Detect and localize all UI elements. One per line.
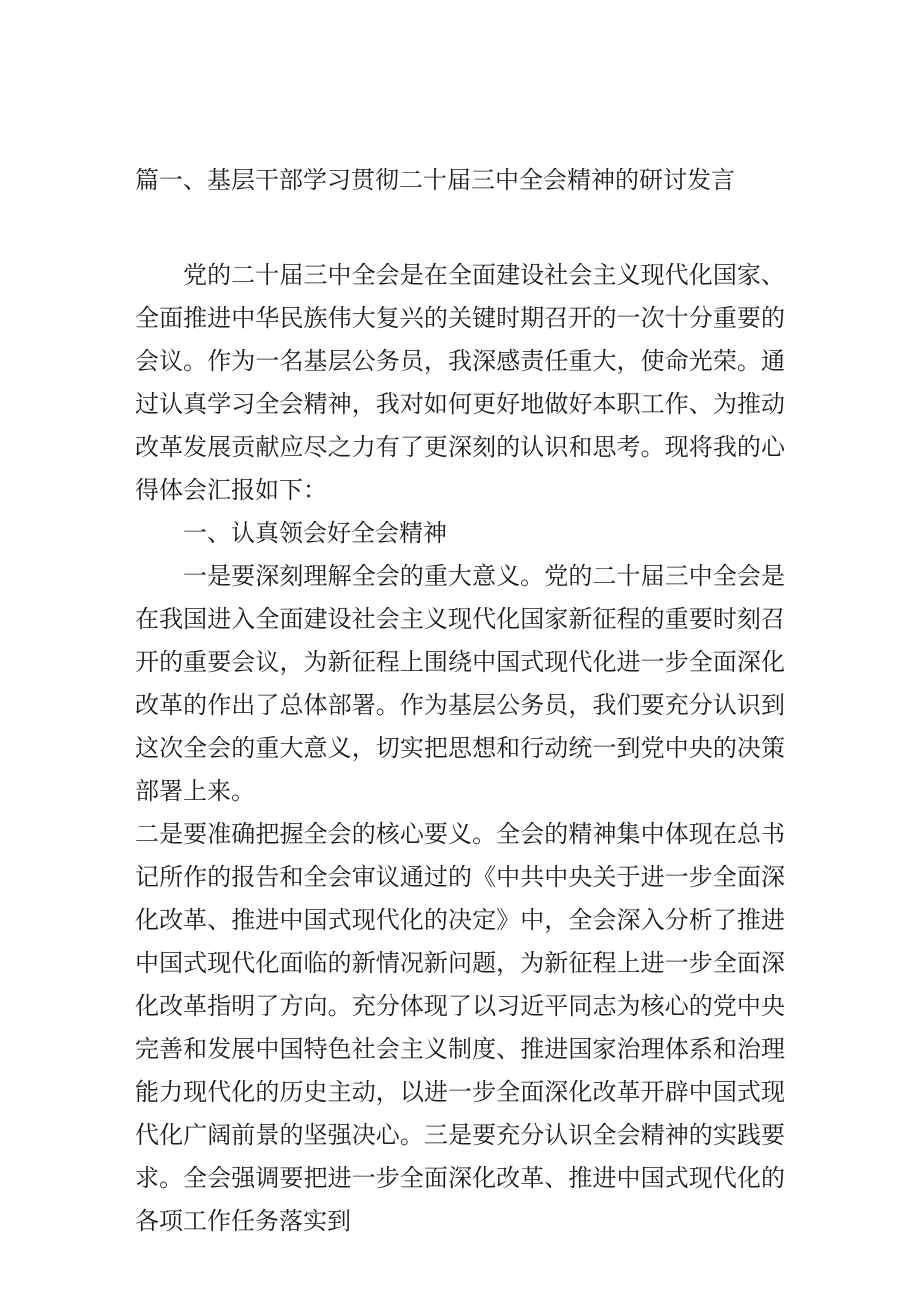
intro-paragraph: 党的二十届三中全会是在全面建设社会主义现代化国家、全面推进中华民族伟大复兴的关键时期召开的一次十分重要的会议。作为一名基层公务员，我深感责任重大，使命光荣。通过认真学习全会精神，我对如何更好地做好本职工作、为推动改革发展贡献应尽之力有了更深刻的认识和思考。现将我的心得体会汇报如下： xyxy=(135,261,785,504)
section-heading: 一、认真领会好全会精神 xyxy=(183,519,447,547)
document-title: 篇一、基层干部学习贯彻二十届三中全会精神的研讨发言 xyxy=(135,166,735,194)
section-paragraph-continued: 二是要准确把握全会的核心要义。全会的精神集中体现在总书记所作的报告和全会审议通过的《中共中央关于进一步全面深化改革、推进中国式现代化的决定》中，全会深入分析了推进中国式现代化面临的新情况新问题，为新征程上进一步全面深化改革指明了方向。充分体现了以习近平同志为核心的党中央完善和发展中国特色社会主义制度、推进国家治理体系和治理能力现代化的历史主动，以进一步全面深化改革开辟中国式现代化广阔前景的坚强决心。三是要充分认识全会精神的实践要求。全会强调要把进一步全面深化改革、推进中国式现代化的各项工作任务落实到 xyxy=(135,820,785,1235)
document-body xyxy=(135,254,785,1243)
section-paragraph: 一是要深刻理解全会的重大意义。党的二十届三中全会是在我国进入全面建设社会主义现代化国家新征程的重要时刻召开的重要会议，为新征程上围绕中国式现代化进一步全面深化改革的作出了总体部署。作为基层公务员，我们要充分认识到这次全会的重大意义，切实把思想和行动统一到党中央的决策部署上来。 xyxy=(135,562,785,805)
